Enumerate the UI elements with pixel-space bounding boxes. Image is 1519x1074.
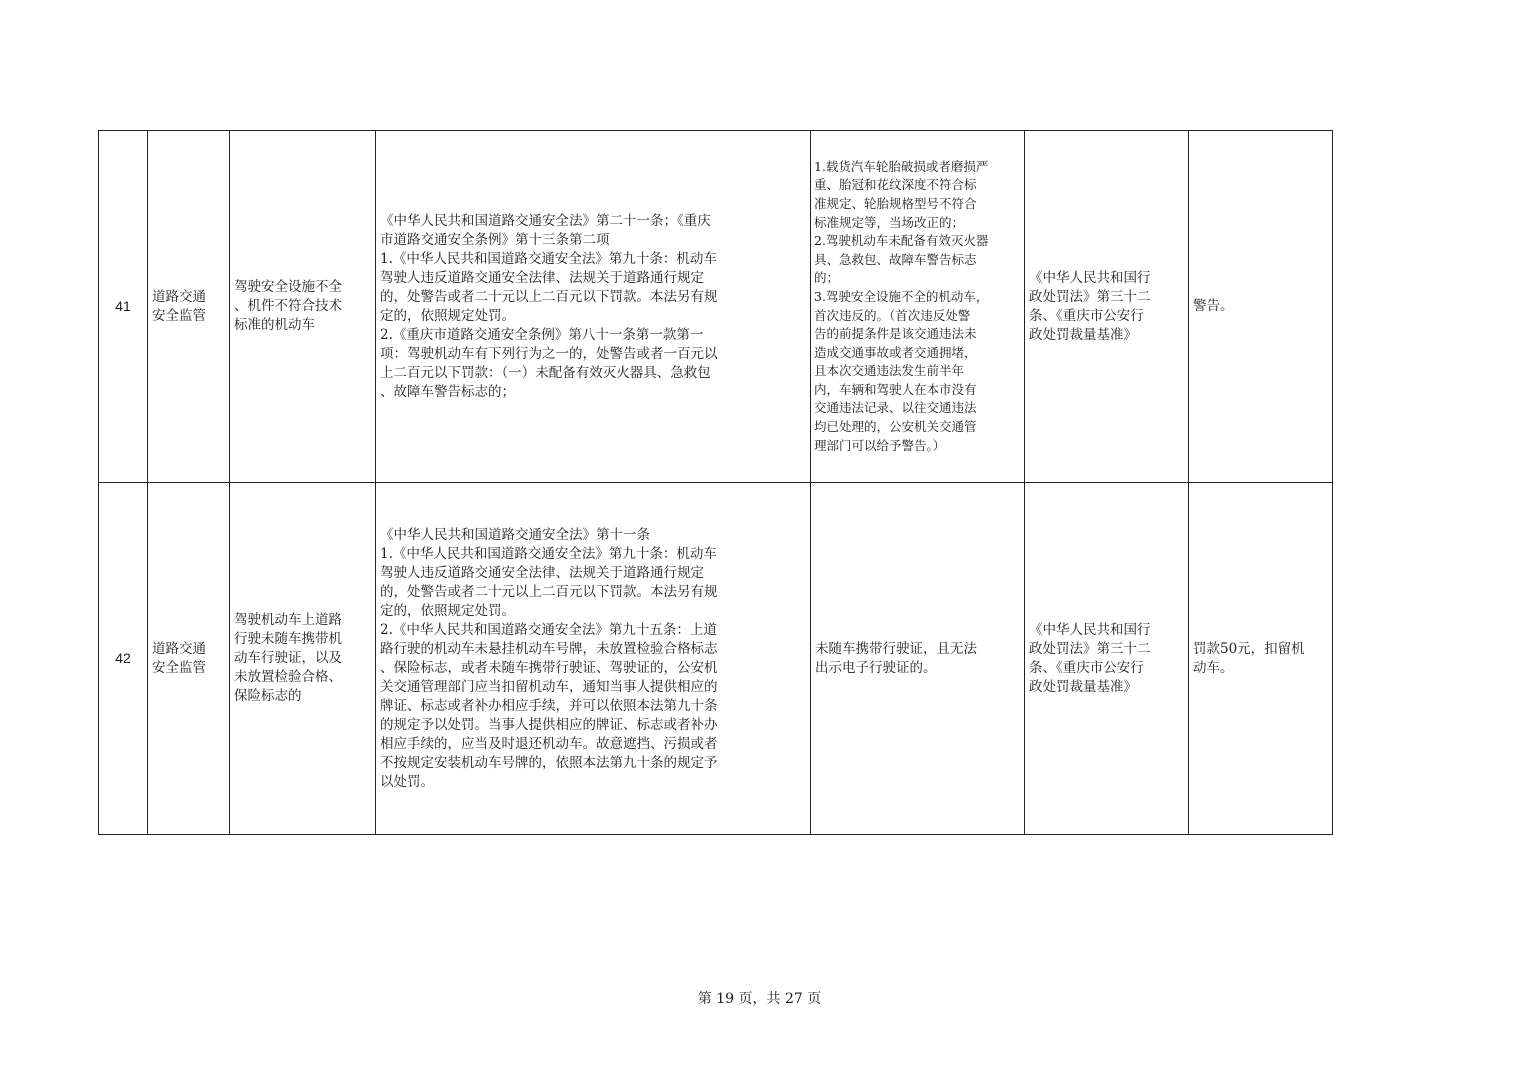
category-cell: 道路交通 安全监管	[148, 483, 230, 835]
circumstance-cell: 1.载货汽车轮胎破损或者磨损严 重、胎冠和花纹深度不符合标 准规定、轮胎规格型号不符合 标准规定等，当场改正的； 2.驾驶机动车未配备有效灭火器 具、急救包、故障车警告标志 的； 3.驾驶安全设施不全的机动车， 首次违反的。（首次违反处警 告的前提条件是该交通违法未 造成交通事故或者交通拥堵， 且本次交通违法发生前半年 内，车辆和驾驶人在本市没有 交通违法记录、以往交通违法 均已处理的，公安机关交通管 理部门可以给予警告。）	[811, 131, 1025, 483]
penalty-cell: 警告。	[1189, 131, 1333, 483]
discretion-standard-cell: 《中华人民共和国行 政处罚法》第三十二 条、《重庆市公安行 政处罚裁量基准》	[1025, 483, 1189, 835]
discretion-standard-cell: 《中华人民共和国行 政处罚法》第三十二 条、《重庆市公安行 政处罚裁量基准》	[1025, 131, 1189, 483]
category-cell: 道路交通 安全监管	[148, 131, 230, 483]
legal-basis-cell: 《中华人民共和国道路交通安全法》第二十一条；《重庆 市道路交通安全条例》第十三条第二项 1.《中华人民共和国道路交通安全法》第九十条：机动车 驾驶人违反道路交通安全法律、法规关于道路通行规定 的，处警告或者二十元以上二百元以下罚款。本法另有规 定的，依照规定处罚。 2.《重庆市道路交通安全条例》第八十一条第一款第一 项：驾驶机动车有下列行为之一的，处警告或者一百元以 上二百元以下罚款：（一）未配备有效灭火器具、急救包 、故障车警告标志的；	[376, 131, 811, 483]
row-index: 42	[99, 483, 148, 835]
legal-basis-cell: 《中华人民共和国道路交通安全法》第十一条 1.《中华人民共和国道路交通安全法》第九十条：机动车 驾驶人违反道路交通安全法律、法规关于道路通行规定 的，处警告或者二十元以上二百元以下罚款。本法另有规 定的，依照规定处罚。 2.《中华人民共和国道路交通安全法》第九十五条：上道 路行驶的机动车未悬挂机动车号牌，未放置检验合格标志 、保险标志，或者未随车携带行驶证、驾驶证的，公安机 关交通管理部门应当扣留机动车，通知当事人提供相应的 牌证、标志或者补办相应手续，并可以依照本法第九十条 的规定予以处罚。当事人提供相应的牌证、标志或者补办 相应手续的，应当及时退还机动车。故意遮挡、污损或者 不按规定安装机动车号牌的，依照本法第九十条的规定予 以处罚。	[376, 483, 811, 835]
violation-item-cell: 驾驶安全设施不全 、机件不符合技术 标准的机动车	[230, 131, 376, 483]
table-row	[99, 131, 1333, 483]
violation-item-cell: 驾驶机动车上道路 行驶未随车携带机 动车行驶证，以及 未放置检验合格、 保险标志的	[230, 483, 376, 835]
penalty-table	[98, 130, 1333, 835]
row-index: 41	[99, 131, 148, 483]
table-row	[99, 483, 1333, 835]
page-number: 第 19 页，共 27 页	[697, 991, 822, 1007]
circumstance-cell: 未随车携带行驶证，且无法 出示电子行驶证的。	[811, 483, 1025, 835]
penalty-cell: 罚款50元，扣留机 动车。	[1189, 483, 1333, 835]
